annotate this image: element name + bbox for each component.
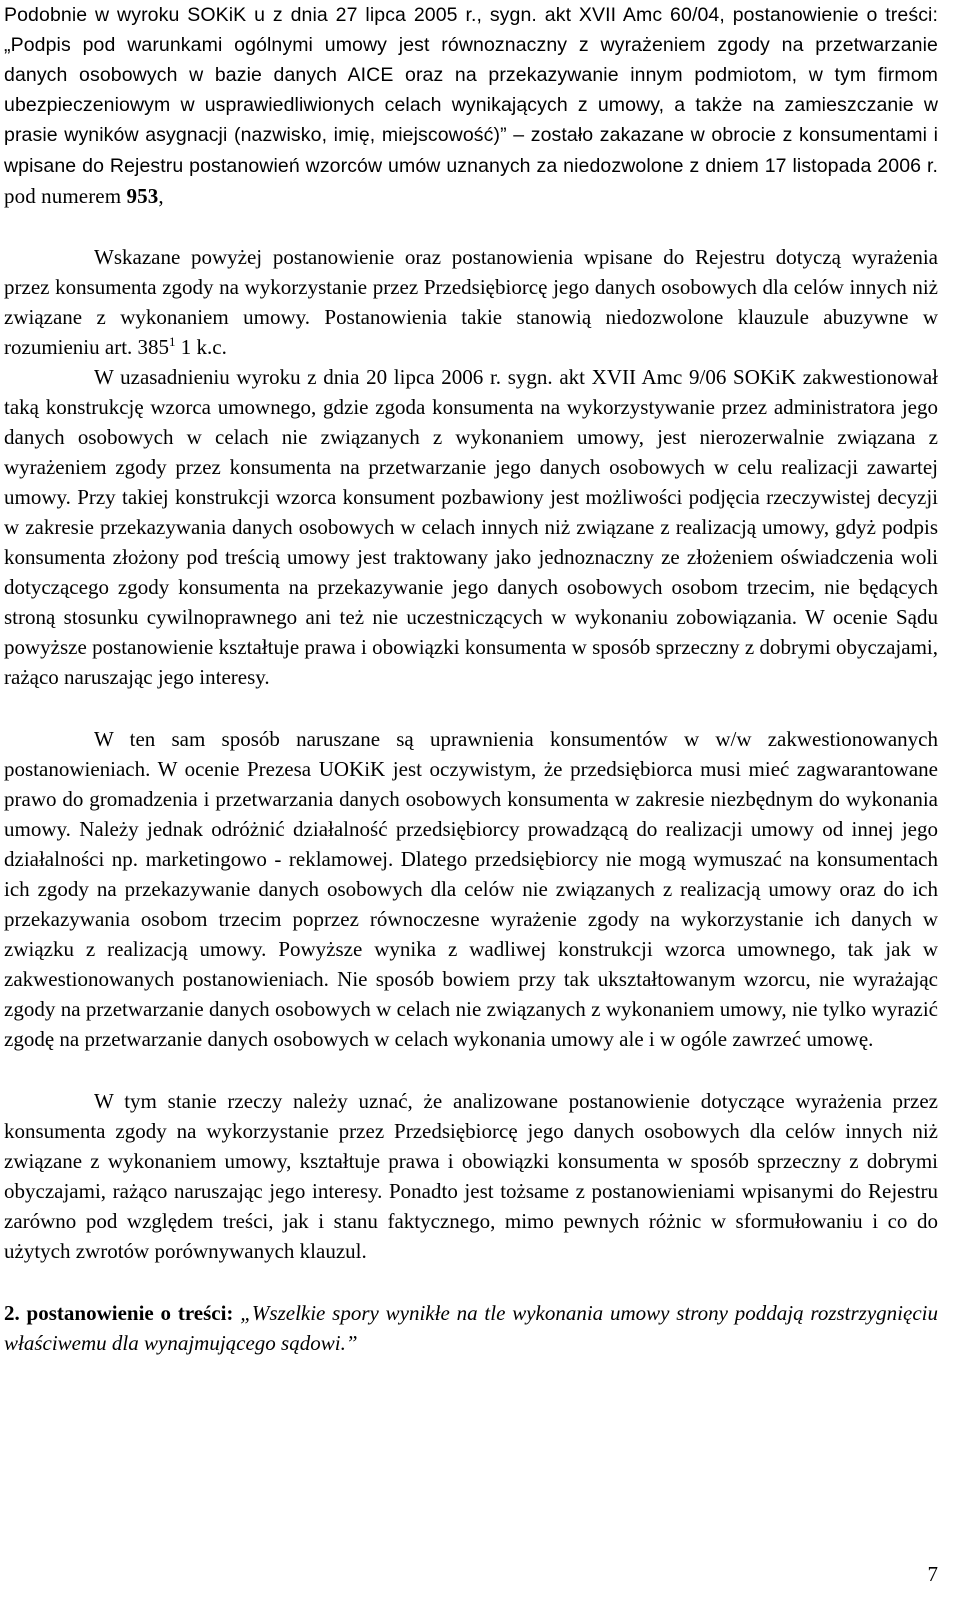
paragraph-text: Wskazane powyżej postanowienie oraz postanowienia wpisane do Rejestru dotyczą wyrażenia przez konsumenta zgody na wykorzystanie przez Przedsiębiorcę jego danych osobowych dla celów innych niż związane z wykonaniem umowy. Postanowienia takie stanowią niedozwolone klauzule abuzywne w rozumieniu art. 385: [4, 245, 938, 359]
provision-label: 2. postanowienie o treści:: [4, 1301, 234, 1325]
article-superscript: 1: [169, 334, 176, 349]
register-number: 953: [126, 184, 159, 208]
paragraph-tail: pod numerem: [4, 184, 127, 208]
paragraph-conclusion: W tym stanie rzeczy należy uznać, że analizowane postanowienie dotyczące wyrażenia przez konsumenta zgody na wykorzystanie przez Przedsiębiorcę jego danych osobowych dla celów innych niż związane z wykonaniem umowy, kształtuje prawa i obowiązki konsumenta w sposób sprzeczny z dobrymi obyczajami, rażąco naruszając jego interesy. Ponadto jest tożsame z postanowieniami wpisanymi do Rejestru zarówno pod względem treści, jak i stanu faktycznego, mimo pewnych różnic w sformułowaniu i co do użytych zwrotów porównywanych klauzul.: [4, 1089, 938, 1263]
document-page: [4, 0, 938, 1358]
paragraph-indicated-provision: [4, 242, 938, 362]
paragraph-article-suffix: 1 k.c.: [175, 335, 227, 359]
paragraph-body: akt XVII Amc 60/04, postanowienie o treści: „Podpis pod warunkami ogólnymi umowy jest równoznaczny z wyrażeniem zgody na przetwarzanie danych osobowych w bazie danych AICE oraz na przekazywanie innym podmiotom, w tym firmom ubezpieczeniowym w usprawiedliwionych celach wynikających z umowy, a także na zamieszczanie w prasie wyników asygnacji (nazwisko, imię, miejscowość)” – zostało zakazane w obrocie z konsumentami i wpisane do Rejestru postanowień wzorców umów uznanych za niedozwolone z dniem 17 listopada 2006 r.: [4, 4, 938, 177]
provision-quote: „Wszelkie spory wynikłe na tle wykonania umowy strony poddają rozstrzygnięciu właściwemu dla wynajmującego sądowi.”: [4, 1301, 938, 1355]
paragraph-consumer-rights: W ten sam sposób naruszane są uprawnienia konsumentów w w/w zakwestionowanych postanowieniach. W ocenie Prezesa UOKiK jest oczywistym, że przedsiębiorca musi mieć zagwarantowane prawo do gromadzenia i przetwarzania danych osobowych konsumenta w zakresie niezbędnym do wykonania umowy. Należy jednak odróżnić działalność przedsiębiorcy prowadzącą do realizacji umowy od innej jego działalności np. marketingowo - reklamowej. Dlatego przedsiębiorcy nie mogą wymuszać na konsumentach ich zgody na przekazywanie danych osobowych dla celów nie związanych z realizacją umowy oraz do ich przekazywania osobom trzecim poprzez równoczesne wyrażenie zgody na wykorzystanie ich danych w związku z realizacją umowy. Powyższe wynika z wadliwej konstrukcji wzorca umownego, tak jak w zakwestionowanych postanowieniach. Nie sposób bowiem przy tak ukształtowanym wzorcu, nie wyrażając zgody na przetwarzanie danych osobowych w celach nie związanych z wykonaniem umowy, nie tylko wyrazić zgodę na przetwarzanie danych osobowych w celach wykonania umowy ale i w ogóle zawrzeć umowę.: [4, 727, 938, 1051]
paragraph-provision-2: [4, 1298, 938, 1358]
paragraph-comma: ,: [158, 184, 164, 208]
paragraph-sokik-ruling-2005: [4, 0, 938, 212]
paragraph-lead: Podobnie w wyroku SOKiK u z dnia 27 lipca 2005 r., sygn.: [4, 4, 537, 26]
page-number: 7: [927, 1562, 938, 1586]
paragraph-justification-2006: W uzasadnieniu wyroku z dnia 20 lipca 2006 r. sygn. akt XVII Amc 9/06 SOKiK zakwestionował taką konstrukcję wzorca umownego, gdzie zgoda konsumenta na wykorzystywanie przez administratora jego danych osobowych w celach nie związanych z wykonaniem umowy, jest nierozerwalnie związana z wyrażeniem zgody przez konsumenta na przetwarzanie jego danych osobowych w celu realizacji zawartej umowy. Przy takiej konstrukcji wzorca konsument pozbawiony jest możliwości podjęcia rzeczywistej decyzji w zakresie przekazywania danych osobowych w celach innych niż związane z realizacją umowy, gdyż podpis konsumenta złożony pod treścią umowy jest traktowany jako jednoznaczny ze złożeniem oświadczenia woli dotyczącego zgody konsumenta na przekazywanie jego danych osobowych osobom trzecim, nie będących stroną stosunku cywilnoprawnego ani też nie uczestniczących w wykonaniu zobowiązania. W ocenie Sądu powyższe postanowienie kształtuje prawa i obowiązki konsumenta w sposób sprzeczny z dobrymi obyczajami, rażąco naruszając jego interesy.: [4, 365, 938, 689]
